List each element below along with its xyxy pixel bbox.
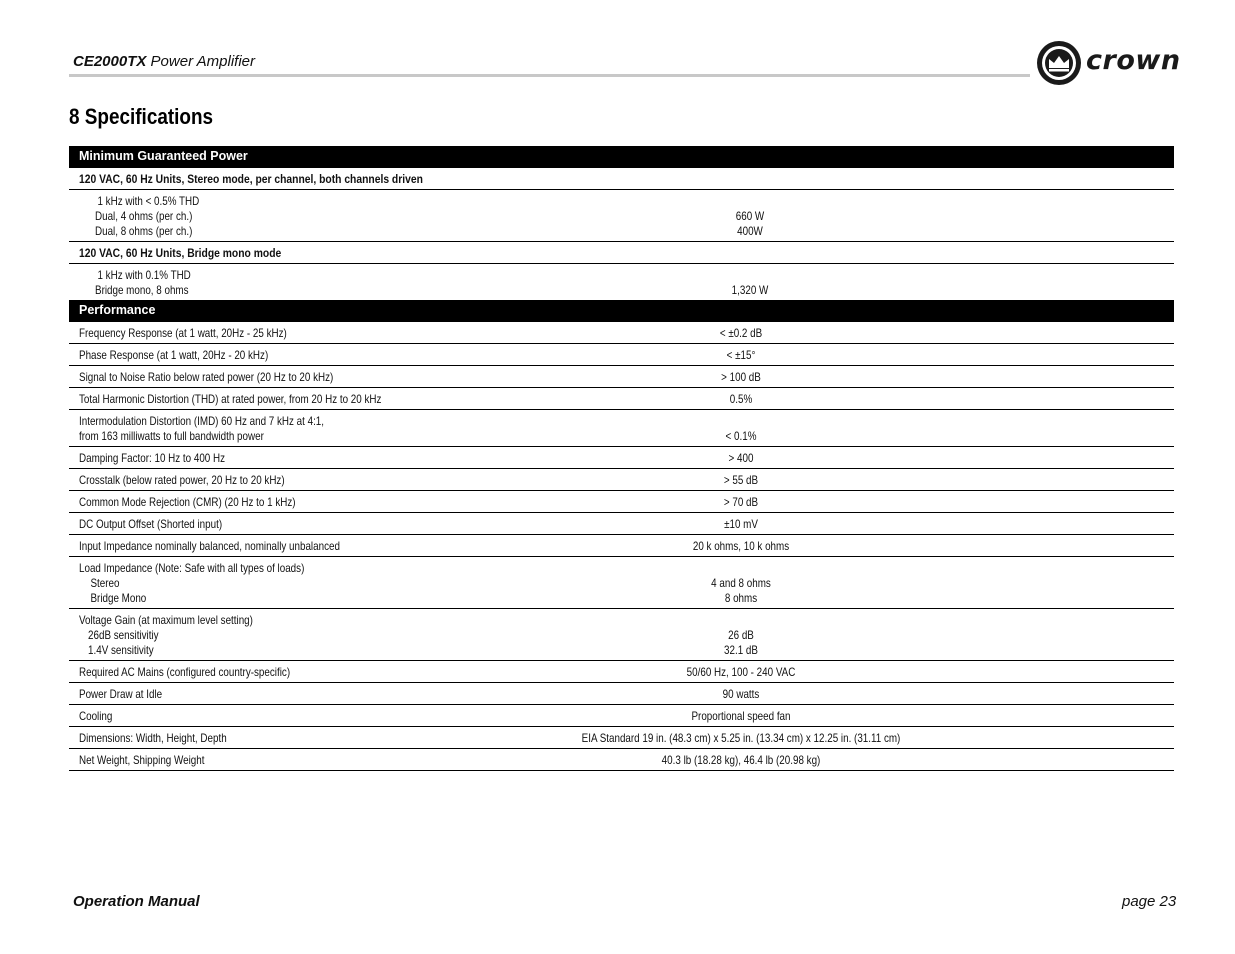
stereo-conditions [79, 194, 222, 239]
spec-label [79, 414, 378, 444]
band-label: Minimum Guaranteed Power [79, 149, 248, 163]
document-header-title [73, 53, 255, 70]
spec-label [79, 495, 343, 510]
spec-value-text: 50/60 Hz, 100 - 240 VAC [686, 665, 796, 679]
stereo-power-row [69, 190, 1174, 242]
spec-row [69, 683, 1174, 705]
spec-label-text: Common Mode Rejection (CMR) (20 Hz to 1 kHz) [79, 495, 296, 509]
spec-label [79, 451, 257, 466]
spec-row [69, 557, 1174, 609]
band-minimum-guaranteed-power [69, 146, 1174, 168]
spec-value-text: < 0.1% [725, 429, 757, 443]
specifications-table [69, 146, 1174, 771]
spec-label-text: Intermodulation Distortion (IMD) 60 Hz and 7 kHz at 4:1, [79, 414, 325, 428]
bridge-cond-8ohm: Bridge mono, 8 ohms [95, 283, 189, 297]
crown-logo [1036, 38, 1186, 88]
spec-label-text: Voltage Gain (at maximum level setting) [79, 613, 253, 627]
spec-row [69, 727, 1174, 749]
spec-label [79, 473, 330, 488]
bridge-mode-heading [69, 242, 1174, 264]
spec-label-text: Crosstalk (below rated power, 20 Hz to 20 kHz) [79, 473, 285, 487]
spec-sub-value: 8 ohms [724, 591, 758, 605]
spec-sub-value: 32.1 dB [724, 643, 758, 657]
crown-wordmark: crown [1086, 45, 1181, 76]
spec-label-text: Power Draw at Idle [79, 687, 163, 701]
spec-row [69, 535, 1174, 557]
spec-row [69, 661, 1174, 683]
spec-label [79, 613, 291, 658]
spec-label [79, 687, 180, 702]
spec-label-text-continued: from 163 milliwatts to full bandwidth power [79, 429, 264, 443]
spec-sub-value: 26 dB [728, 628, 754, 642]
spec-value-text: > 400 [728, 451, 754, 465]
spec-label [79, 709, 120, 724]
spec-label [79, 731, 259, 746]
band-label: Performance [79, 303, 156, 317]
bridge-conditions [79, 268, 212, 298]
spec-row [69, 469, 1174, 491]
spec-row [69, 322, 1174, 344]
spec-label-text: Signal to Noise Ratio below rated power (20 Hz to 20 kHz) [79, 370, 334, 384]
spec-row [69, 705, 1174, 727]
spec-label-text: Net Weight, Shipping Weight [79, 753, 205, 767]
stereo-mode-heading [69, 168, 1174, 190]
spec-label-text: Damping Factor: 10 Hz to 400 Hz [79, 451, 226, 465]
stereo-value-4ohm: 660 W [735, 209, 765, 223]
spec-label [79, 753, 232, 768]
spec-sub-label: Bridge Mono [90, 591, 147, 605]
section-title: 8 Specifications [69, 104, 214, 129]
header-rule [69, 74, 1030, 77]
stereo-cond-thd: 1 kHz with < 0.5% THD [97, 194, 200, 208]
spec-label-text: Load Impedance (Note: Safe with all types of loads) [79, 561, 305, 575]
spec-value-text: < ±15° [726, 348, 756, 362]
spec-label-text: Phase Response (at 1 watt, 20Hz - 20 kHz) [79, 348, 269, 362]
spec-label [79, 665, 336, 680]
spec-sub-value: 4 and 8 ohms [711, 576, 771, 590]
model-name: CE2000TX [73, 53, 147, 70]
spec-label-text: DC Output Offset (Shorted input) [79, 517, 223, 531]
footer-manual-title: Operation Manual [73, 893, 200, 910]
spec-value-text: > 100 dB [721, 370, 761, 384]
product-subtitle: Power Amplifier [150, 53, 256, 70]
performance-rows [69, 322, 1174, 771]
spec-label [79, 348, 310, 363]
stereo-cond-8ohm: Dual, 8 ohms (per ch.) [95, 224, 193, 238]
spec-label-text: Frequency Response (at 1 watt, 20Hz - 25 kHz) [79, 326, 287, 340]
spec-value-text: ±10 mV [724, 517, 758, 531]
spec-value-text: 0.5% [729, 392, 753, 406]
spec-label-text: Required AC Mains (configured country-specific) [79, 665, 291, 679]
spec-label-text: Cooling [79, 709, 113, 723]
bridge-heading-text: 120 VAC, 60 Hz Units, Bridge mono mode [79, 246, 282, 260]
spec-row [69, 609, 1174, 661]
spec-row [69, 513, 1174, 535]
spec-value-text: > 55 dB [723, 473, 759, 487]
spec-sub-label: Stereo [90, 576, 120, 590]
spec-sub-label: 26dB sensitivitiy [88, 628, 159, 642]
spec-row [69, 344, 1174, 366]
spec-value-text: > 70 dB [723, 495, 759, 509]
spec-value-text: 90 watts [722, 687, 760, 701]
bridge-power-value: 1,320 W [731, 283, 769, 297]
spec-value-text: 20 k ohms, 10 k ohms [692, 539, 790, 553]
spec-label [79, 326, 332, 341]
footer-page-number: page 23 [1122, 893, 1177, 910]
spec-label-text: Input Impedance nominally balanced, nominally unbalanced [79, 539, 340, 553]
spec-value-text: EIA Standard 19 in. (48.3 cm) x 5.25 in. (13.34 cm) x 12.25 in. (31.11 cm) [581, 731, 901, 745]
bridge-cond-thd: 1 kHz with 0.1% THD [97, 268, 191, 282]
spec-row [69, 366, 1174, 388]
spec-label [79, 392, 448, 407]
spec-label [79, 561, 354, 606]
crown-emblem-icon [1036, 38, 1082, 88]
stereo-cond-4ohm: Dual, 4 ohms (per ch.) [95, 209, 193, 223]
spec-label-text: Dimensions: Width, Height, Depth [79, 731, 227, 745]
spec-row [69, 388, 1174, 410]
spec-label [79, 539, 397, 554]
spec-value-text: < ±0.2 dB [719, 326, 763, 340]
stereo-heading-text: 120 VAC, 60 Hz Units, Stereo mode, per channel, both channels driven [79, 172, 423, 186]
band-performance [69, 300, 1174, 322]
spec-value-text: Proportional speed fan [691, 709, 791, 723]
spec-row [69, 491, 1174, 513]
spec-sub-label: 1.4V sensitivity [88, 643, 154, 657]
stereo-value-8ohm: 400W [737, 224, 763, 238]
spec-row [69, 447, 1174, 469]
spec-label [79, 517, 254, 532]
spec-row [69, 410, 1174, 447]
spec-row [69, 749, 1174, 771]
spec-value-text: 40.3 lb (18.28 kg), 46.4 lb (20.98 kg) [661, 753, 821, 767]
spec-label [79, 370, 389, 385]
spec-label-text: Total Harmonic Distortion (THD) at rated power, from 20 Hz to 20 kHz [79, 392, 382, 406]
bridge-power-row [69, 264, 1174, 300]
